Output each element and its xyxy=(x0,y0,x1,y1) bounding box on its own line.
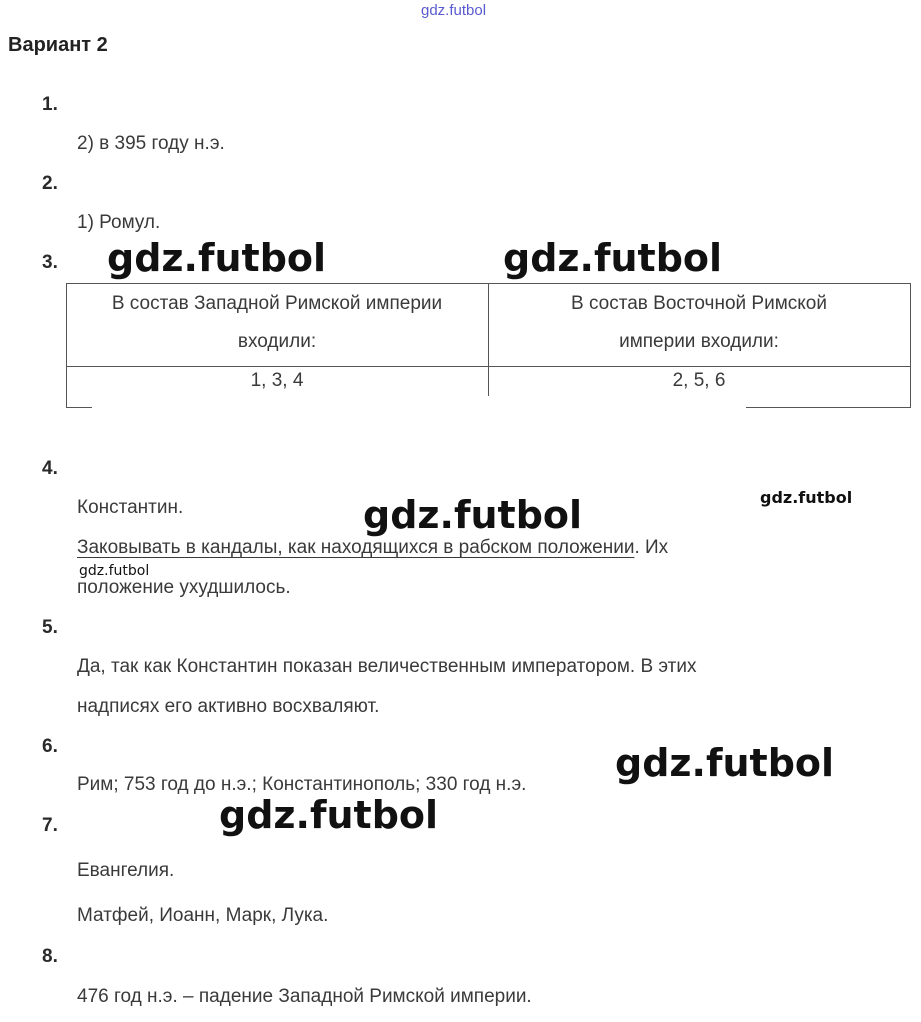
watermark: gdz.futbol xyxy=(615,741,835,785)
item-number-2: 2. xyxy=(42,173,58,194)
empire-table xyxy=(66,283,911,408)
item-answer-6: Рим; 753 год до н.э.; Константинополь; 330 год н.э. xyxy=(77,774,527,795)
item-answer-5-line2: надписях его активно восхваляют. xyxy=(77,696,380,717)
table-header-east-line1: В состав Восточной Римской xyxy=(571,293,827,314)
watermark: gdz.futbol xyxy=(503,236,723,280)
item-number-1: 1. xyxy=(42,94,58,115)
table-cell-west: 1, 3, 4 xyxy=(250,370,304,391)
underlined-answer: Заковывать в кандалы, как находящихся в рабском положении xyxy=(77,537,635,558)
item-answer-4-line2 xyxy=(77,537,668,559)
table-cell-east: 2, 5, 6 xyxy=(672,370,726,391)
table-header-east-line2: империи входили: xyxy=(619,331,779,352)
watermark: gdz.futbol xyxy=(760,488,853,507)
item-answer-4-line1: Константин. xyxy=(77,497,184,518)
watermark: gdz.futbol xyxy=(363,493,583,537)
table-header-west-line1: В состав Западной Римской империи xyxy=(111,293,443,314)
item-answer-7-line2: Матфей, Иоанн, Марк, Лука. xyxy=(77,905,329,926)
item-answer-2: 1) Ромул. xyxy=(77,212,161,233)
watermark: gdz.futbol xyxy=(107,236,327,280)
header-watermark: gdz.futbol xyxy=(421,2,487,19)
item-number-8: 8. xyxy=(42,946,58,967)
page-title: Вариант 2 xyxy=(8,34,108,56)
item-answer-1: 2) в 395 году н.э. xyxy=(77,133,225,154)
item-number-4: 4. xyxy=(42,458,58,479)
item-number-5: 5. xyxy=(42,617,58,638)
answer-tail: . Их xyxy=(634,537,669,558)
item-number-3: 3. xyxy=(42,252,58,273)
item-answer-7-line1: Евангелия. xyxy=(77,860,175,881)
item-answer-8: 476 год н.э. – падение Западной Римской империи. xyxy=(77,986,532,1007)
item-answer-4-line3: положение ухудшилось. xyxy=(77,577,291,598)
item-answer-5-line1: Да, так как Константин показан величественным императором. В этих xyxy=(77,656,697,677)
item-number-6: 6. xyxy=(42,736,58,757)
table-header-west-line2: входили: xyxy=(237,331,317,352)
watermark: gdz.futbol xyxy=(79,563,150,579)
item-number-7: 7. xyxy=(42,815,58,836)
watermark: gdz.futbol xyxy=(219,793,439,837)
